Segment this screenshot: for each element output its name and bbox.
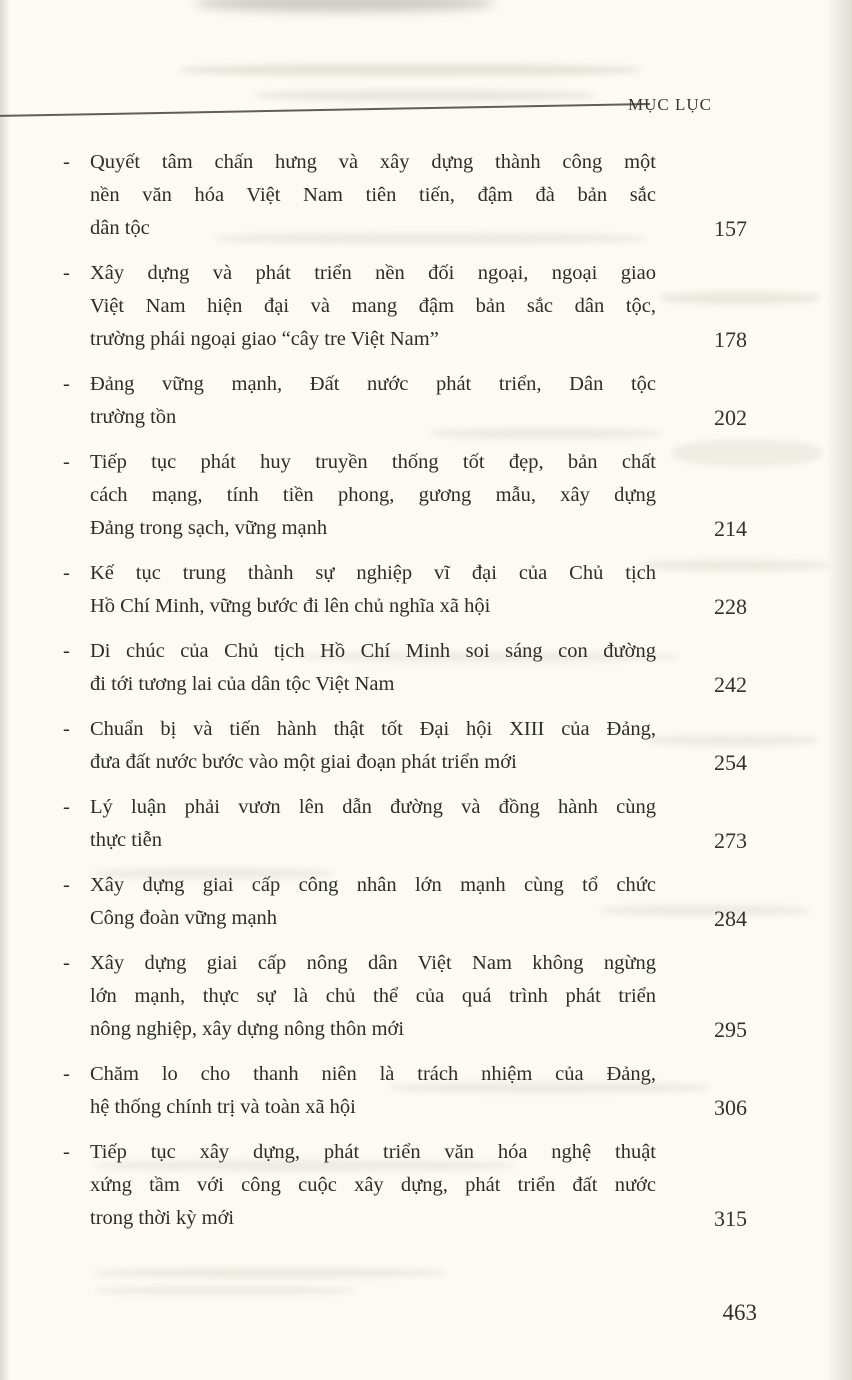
toc-line: hệ thống chính trị và toàn xã hội — [90, 1096, 356, 1118]
toc-entry-title — [90, 635, 656, 701]
toc-page-number: 157 — [714, 216, 747, 241]
toc-entry — [63, 713, 747, 779]
toc-entry — [63, 368, 747, 434]
toc-dash: - — [63, 952, 70, 974]
toc-entry-title — [90, 368, 656, 434]
toc-line: trường tồn — [90, 406, 177, 428]
toc-dash: - — [63, 796, 70, 818]
toc-dash: - — [63, 718, 70, 740]
toc-dash: - — [63, 640, 70, 662]
toc-entry-title — [90, 1058, 656, 1124]
toc-entry — [63, 869, 747, 935]
bleedthrough-artifact — [95, 1268, 445, 1278]
toc-line: trong thời kỳ mới — [90, 1207, 235, 1229]
toc-line: Tiếp tục phát huy truyền thống tốt đẹp, bản chất — [90, 451, 656, 473]
header-rule — [0, 103, 650, 117]
toc-line: thực tiễn — [90, 829, 163, 851]
toc-page-number: 254 — [714, 750, 747, 775]
toc-entry-title — [90, 557, 656, 623]
toc-entry-title — [90, 446, 656, 545]
toc-line: đưa đất nước bước vào một giai đoạn phát triển mới — [90, 751, 517, 773]
toc-line: Kế tục trung thành sự nghiệp vĩ đại của Chủ tịch — [90, 562, 656, 584]
toc-line: Quyết tâm chấn hưng và xây dựng thành công một — [90, 151, 656, 173]
toc-line: Lý luận phải vươn lên dẫn đường và đồng hành cùng — [90, 796, 656, 818]
page-left-edge-shadow — [0, 0, 10, 1380]
folio-page-number: 463 — [722, 1300, 757, 1325]
bleedthrough-artifact — [180, 64, 640, 76]
toc-entry — [63, 1136, 747, 1235]
toc-line: Công đoàn vững mạnh — [90, 907, 278, 929]
toc-page-number: 306 — [714, 1095, 747, 1120]
toc-line: Di chúc của Chủ tịch Hồ Chí Minh soi sáng con đường — [90, 640, 656, 662]
toc-line: dân tộc — [90, 217, 150, 239]
toc-entry-title — [90, 257, 656, 356]
toc-dash: - — [63, 151, 70, 173]
toc-entry — [63, 791, 747, 857]
toc-entry-title — [90, 947, 656, 1046]
toc-dash: - — [63, 451, 70, 473]
toc-list — [63, 146, 747, 1247]
toc-entry — [63, 1058, 747, 1124]
toc-page-number: 214 — [714, 516, 747, 541]
toc-entry — [63, 446, 747, 545]
toc-line: Chuẩn bị và tiến hành thật tốt Đại hội XIII của Đảng, — [90, 718, 656, 740]
page-header-title: MỤC LỤC — [628, 95, 712, 114]
toc-entry — [63, 947, 747, 1046]
scan-smudge — [195, 0, 495, 12]
toc-line: Xây dựng giai cấp công nhân lớn mạnh cùng tổ chức — [90, 874, 656, 896]
toc-entry — [63, 635, 747, 701]
toc-entry-title — [90, 791, 656, 857]
toc-line: Tiếp tục xây dựng, phát triển văn hóa nghệ thuật — [90, 1141, 656, 1163]
toc-line: Xây dựng giai cấp nông dân Việt Nam không ngừng — [90, 952, 656, 974]
toc-entry — [63, 257, 747, 356]
bleedthrough-artifact — [95, 1286, 355, 1295]
toc-page-number: 178 — [714, 327, 747, 352]
toc-line: Hồ Chí Minh, vững bước đi lên chủ nghĩa xã hội — [90, 595, 491, 617]
toc-line: Đảng vững mạnh, Đất nước phát triển, Dân tộc — [90, 373, 656, 395]
toc-line: Chăm lo cho thanh niên là trách nhiệm của Đảng, — [90, 1063, 656, 1085]
toc-entry-title — [90, 713, 656, 779]
toc-line: trường phái ngoại giao “cây tre Việt Nam” — [90, 328, 439, 350]
toc-page-number: 202 — [714, 405, 747, 430]
toc-dash: - — [63, 1063, 70, 1085]
toc-line: lớn mạnh, thực sự là chủ thể của quá trình phát triển — [90, 985, 656, 1007]
toc-entry — [63, 557, 747, 623]
toc-dash: - — [63, 262, 70, 284]
toc-line: nông nghiệp, xây dựng nông thôn mới — [90, 1018, 405, 1040]
toc-line: Xây dựng và phát triển nền đối ngoại, ngoại giao — [90, 262, 656, 284]
toc-line: đi tới tương lai của dân tộc Việt Nam — [90, 673, 395, 695]
toc-dash: - — [63, 1141, 70, 1163]
toc-page-number: 242 — [714, 672, 747, 697]
page-right-edge-shadow — [826, 0, 852, 1380]
toc-line: Đảng trong sạch, vững mạnh — [90, 517, 328, 539]
toc-page-number: 315 — [714, 1206, 747, 1231]
toc-dash: - — [63, 562, 70, 584]
toc-line: Việt Nam hiện đại và mang đậm bản sắc dân tộc, — [90, 295, 656, 317]
toc-dash: - — [63, 874, 70, 896]
toc-page-number: 295 — [714, 1017, 747, 1042]
toc-line: nền văn hóa Việt Nam tiên tiến, đậm đà bản sắc — [90, 184, 656, 206]
toc-line: cách mạng, tính tiền phong, gương mẫu, xây dựng — [90, 484, 656, 506]
toc-entry-title — [90, 869, 656, 935]
bleedthrough-artifact — [255, 90, 595, 101]
toc-entry — [63, 146, 747, 245]
toc-entry-title — [90, 1136, 656, 1235]
toc-page-number: 284 — [714, 906, 747, 931]
toc-entry-title — [90, 146, 656, 245]
toc-page-number: 228 — [714, 594, 747, 619]
toc-dash: - — [63, 373, 70, 395]
toc-page-number: 273 — [714, 828, 747, 853]
toc-line: xứng tầm với công cuộc xây dựng, phát triển đất nước — [90, 1174, 656, 1196]
